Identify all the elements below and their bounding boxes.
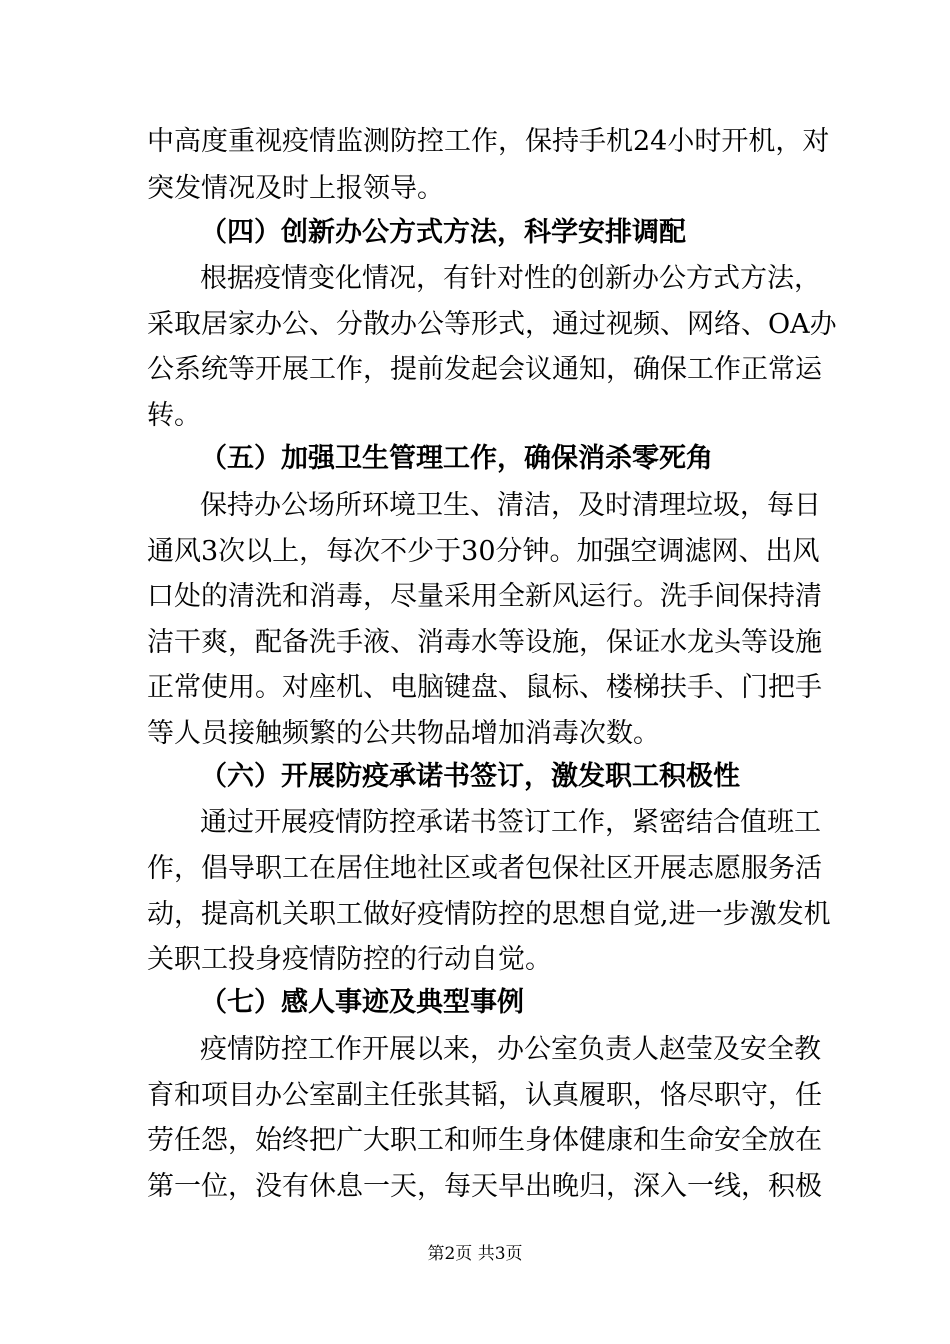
- body-text-line: 公系统等开展工作，提前发起会议通知，确保工作正常运: [147, 354, 822, 385]
- body-text-line: 等人员接触频繁的公共物品增加消毒次数。: [147, 718, 660, 749]
- body-text-line: 根据疫情变化情况，有针对性的创新办公方式方法，: [200, 263, 821, 294]
- body-text-line: 中高度重视疫情监测防控工作，保持手机24小时开机，对: [147, 126, 830, 157]
- body-text-line: 保持办公场所环境卫生、清洁，及时清理垃圾，每日: [200, 490, 821, 521]
- body-text-line: 育和项目办公室副主任张其韬，认真履职，恪尽职守，任: [147, 1080, 822, 1111]
- body-text-line: 疫情防控工作开展以来，办公室负责人赵莹及安全教: [200, 1034, 821, 1065]
- section-heading-7: （七）感人事迹及典型事例: [200, 987, 524, 1018]
- body-text-line: 动，提高机关职工做好疫情防控的思想自觉,进一步激发机: [147, 899, 831, 930]
- body-text-line: 第一位，没有休息一天，每天早出晚归，深入一线，积极: [147, 1171, 822, 1202]
- body-text-line: 正常使用。对座机、电脑键盘、鼠标、楼梯扶手、门把手: [147, 672, 822, 703]
- body-text-line: 转。: [147, 400, 201, 431]
- section-heading-4: （四）创新办公方式方法，科学安排调配: [200, 217, 686, 248]
- body-text-line: 劳任怨，始终把广大职工和师生身体健康和生命安全放在: [147, 1125, 822, 1156]
- body-text-line: 洁干爽，配备洗手液、消毒水等设施，保证水龙头等设施: [147, 627, 822, 658]
- body-text-line: 突发情况及时上报领导。: [147, 173, 444, 204]
- body-text-line: 通过开展疫情防控承诺书签订工作，紧密结合值班工: [200, 807, 821, 838]
- body-text-line: 关职工投身疫情防控的行动自觉。: [147, 944, 552, 975]
- body-text-line: 作，倡导职工在居住地社区或者包保社区开展志愿服务活: [147, 853, 822, 884]
- body-text-line: 采取居家办公、分散办公等形式，通过视频、网络、OA办: [147, 309, 837, 340]
- body-text-line: 通风3次以上，每次不少于30分钟。加强空调滤网、出风: [147, 536, 820, 567]
- section-heading-5: （五）加强卫生管理工作，确保消杀零死角: [200, 443, 713, 474]
- body-text-line: 口处的清洗和消毒，尽量采用全新风运行。洗手间保持清: [147, 581, 822, 612]
- section-heading-6: （六）开展防疫承诺书签订，激发职工积极性: [200, 761, 740, 792]
- page-number-footer: 第2页 共3页: [427, 1244, 523, 1264]
